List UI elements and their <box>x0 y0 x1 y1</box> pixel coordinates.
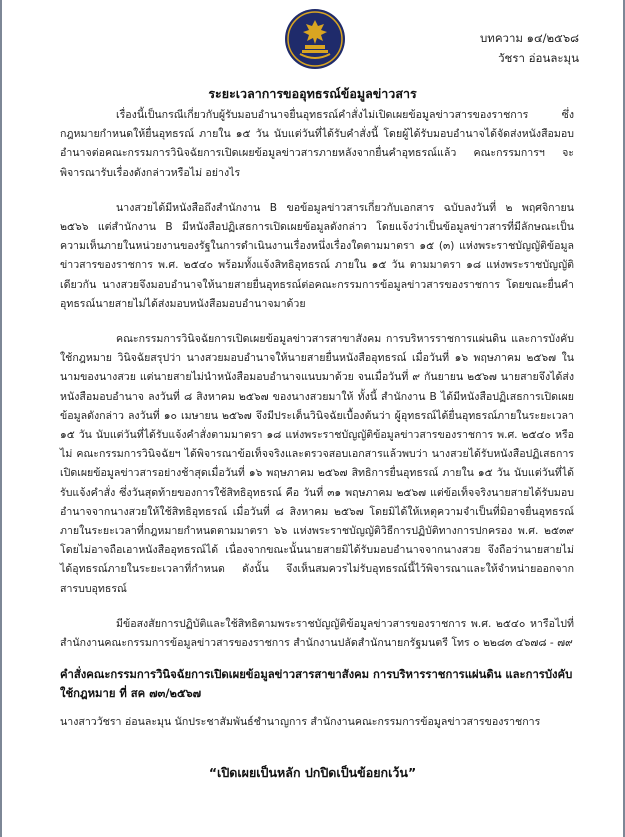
article-number: บทความ ๑๔/๒๕๖๘ <box>479 31 579 45</box>
order-reference: คำสั่งคณะกรรมการวินิจฉัยการเปิดเผยข้อมูลข่าวสารสาขาสังคม การบริหารราชการแผ่นดิน และการบังคับใช้กฎหมาย ที่ สค ๗๓/๒๕๖๗ <box>60 668 573 700</box>
paragraph-intro: เรื่องนี้เป็นกรณีเกี่ยวกับผู้รับมอบอำนาจยื่นอุทธรณ์คำสั่งไม่เปิดเผยข้อมูลข่าวสารของราชการ ซึ่งกฎหมายกำหนดให้ยื่นอุทธรณ์ ภายใน ๑๕ วัน นับแต่วันที่ได้รับคำสั่งนี้ โดยผู้ได้รับมอบอำนาจได้จัดส่งหนังสือมอบอำนาจต่อคณะกรรมการวินิจฉัยการเปิดเผยข้อมูลข่าวสารภายหลังจากยื่นคำอุทธรณ์แล้ว คณะกรรมการฯ จะพิจารณารับเรื่องดังกล่าวหรือไม่ อย่างไร <box>60 109 574 179</box>
paragraph-contact: มีข้อสงสัยการปฏิบัติและใช้สิทธิตามพระราชบัญญัติข้อมูลข่าวสารของราชการ พ.ศ. ๒๕๔๐ หารือไปที่สำนักงานคณะกรรมการข้อมูลข่าวสารของราชการ สำนักงานปลัดสำนักนายกรัฐมนตรี โทร ๐ ๒๒๘๓ ๔๖๗๘ - ๗๙ <box>60 617 574 650</box>
government-emblem-icon <box>284 8 346 70</box>
paragraph-ruling: คณะกรรมการวินิจฉัยการเปิดเผยข้อมูลข่าวสารสาขาสังคม การบริหารราชการแผ่นดิน และการบังคับใช้กฎหมาย วินิจฉัยสรุปว่า นางสวยมอบอำนาจให้นายสายยื่นหนังสืออุทธรณ์ เมื่อวันที่ ๑๖ พฤษภาคม ๒๕๖๗ ในนามของนางสวย แต่นายสายไม่นำหนังสือมอบอำนาจแนบมาด้วย จนเมื่อวันที่ ๙ กันยายน ๒๕๖๗ นายสายจึงได้ส่งหนังสือมอบอำนาจ ลงวันที่ ๘ สิงหาคม ๒๕๖๗ ของนางสวยมาให้ ทั้งนี้ สำนักงาน B ได้มีหนังสือปฏิเสธการเปิดเผยข้อมูลดังกล่าว ลงวันที่ ๑๐ เมษายน ๒๕๖๗ จึงมีประเด็นวินิจฉัยเบื้องต้นว่า ผู้อุทธรณ์ได้ยื่นอุทธรณ์ภายในระยะเวลา ๑๕ วัน นับแต่วันที่ได้รับแจ้งคำสั่งตามมาตรา ๑๘ แห่งพระราชบัญญัติข้อมูลข่าวสารของราชการ พ.ศ. ๒๕๔๐ หรือไม่ คณะกรรมการวินิจฉัยฯ ได้พิจารณาข้อเท็จจริงและตรวจสอบเอกสารแล้วพบว่า นางสวยได้รับหนังสือปฏิเสธการเปิดเผยข้อมูลข่าวสารอย่างช้าสุดเมื่อวันที่ ๑๖ พฤษภาคม ๒๕๖๗ สิทธิการยื่นอุทธรณ์ ภายใน ๑๕ วัน นับแต่วันที่ได้รับแจ้งคำสั่ง ซึ่งวันสุดท้ายของการใช้สิทธิอุทธรณ์ คือ วันที่ ๓๑ พฤษภาคม ๒๕๖๗ แต่ข้อเท็จจริงนายสายได้รับมอบอำนาจจากนางสวยให้ใช้สิทธิอุทธรณ์ เมื่อวันที่ ๘ สิงหาคม ๒๕๖๗ โดยมิได้ให้เหตุความจำเป็นที่มิอาจยื่นอุทธรณ์ภายในระยะเวลาที่กฎหมายกำหนดตามมาตรา ๖๖ แห่งพระราชบัญญัติวิธีการปฏิบัติทางการปกครอง พ.ศ. ๒๕๓๙ โดยไม่อาจถือเอาหนังสืออุทธรณ์ได้ เนื่องจากขณะนั้นนายสายมิได้รับมอบอำนาจจากนางสวย จึงถือว่านายสายไม่ได้อุทธรณ์ภายในระยะเวลาที่กำหนด ดังนั้น จึงเห็นสมควรไม่รับอุทธรณ์นี้ไว้พิจารณาและให้จำหน่ายออกจากสารบบอุทธรณ์ <box>60 333 574 595</box>
document-meta <box>480 28 579 68</box>
slogan: “เปิดเผยเป็นหลัก ปกปิดเป็นข้อยกเว้น” <box>208 765 417 780</box>
page-title: ระยะเวลาการขออุทธรณ์ข้อมูลข่าวสาร <box>208 86 417 101</box>
article-body <box>60 106 574 669</box>
author-line: นางสาววัชรา อ่อนละมุน นักประชาสัมพันธ์ชำนาญการ สำนักงานคณะกรรมการข้อมูลข่าวสารของราชการ <box>60 716 541 728</box>
author-name: วัชรา อ่อนละมุน <box>498 51 579 65</box>
paragraph-facts: นางสวยได้มีหนังสือถึงสำนักงาน B ขอข้อมูลข่าวสารเกี่ยวกับเอกสาร ฉบับลงวันที่ ๒ พฤศจิกายน ๒๕๖๖ แต่สำนักงาน B มีหนังสือปฏิเสธการเปิดเผยข้อมูลดังกล่าว โดยแจ้งว่าเป็นข้อมูลข่าวสารที่มีลักษณะเป็นความเห็นภายในหน่วยงานของรัฐในการดำเนินงานเรื่องหนึ่งเรื่องใดตามมาตรา ๑๕ (๓) แห่งพระราชบัญญัติข้อมูลข่าวสารของราชการ พ.ศ. ๒๕๔๐ พร้อมทั้งแจ้งสิทธิอุทธรณ์ ภายใน ๑๕ วัน ตามมาตรา ๑๘ แห่งพระราชบัญญัติเดียวกัน นางสวยจึงมอบอำนาจให้นายสายยื่นอุทธรณ์ต่อคณะกรรมการข้อมูลข่าวสารของราชการ โดยขณะยื่นคำอุทธรณ์นายสายไม่ได้ส่งมอบหนังสือมอบอำนาจมาด้วย <box>60 201 574 310</box>
